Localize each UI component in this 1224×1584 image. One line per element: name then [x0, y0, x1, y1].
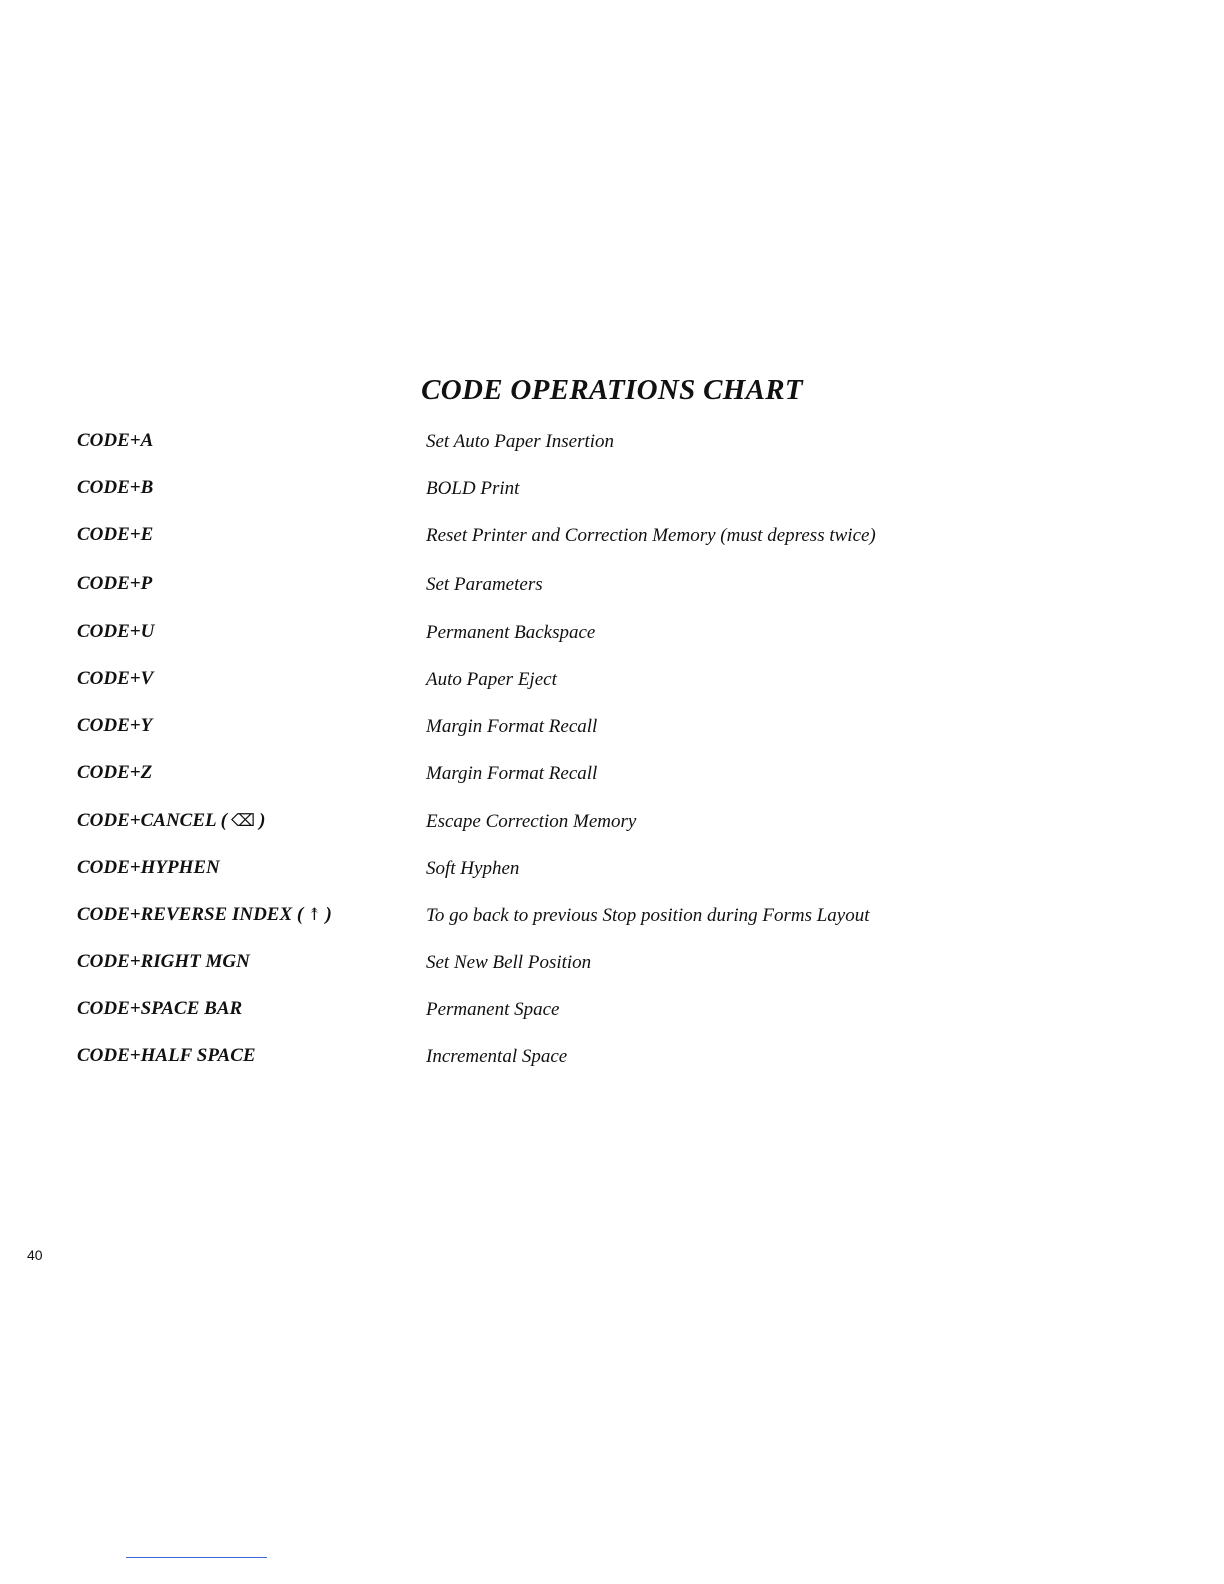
operation-key: CODE+U — [77, 621, 155, 642]
operation-description: Reset Printer and Correction Memory (must depress twice) — [426, 525, 876, 546]
operation-row — [0, 904, 1224, 934]
operation-row — [0, 668, 1224, 698]
operation-key: CODE+Z — [77, 762, 153, 783]
operation-description: Set Parameters — [426, 574, 543, 595]
operation-row — [0, 621, 1224, 651]
operation-key-text: CODE+CANCEL ( — [77, 810, 228, 831]
operation-description: Set Auto Paper Insertion — [426, 431, 615, 452]
operation-key — [77, 904, 332, 926]
operation-row — [0, 1045, 1224, 1075]
reverse-index-arrow-icon: ↟ — [307, 905, 322, 924]
operation-description: Soft Hyphen — [426, 858, 520, 879]
operation-row — [0, 524, 1224, 554]
operation-description: BOLD Print — [426, 478, 520, 499]
operation-description: Margin Format Recall — [426, 763, 598, 784]
operation-row — [0, 430, 1224, 460]
operation-key: CODE+E — [77, 524, 154, 545]
operation-description: Set New Bell Position — [426, 952, 592, 973]
operation-key: CODE+B — [77, 477, 154, 498]
cancel-key-icon: ⌫ — [231, 811, 256, 830]
operation-row — [0, 951, 1224, 981]
operation-key: CODE+A — [77, 430, 154, 451]
operation-key — [77, 810, 265, 832]
operation-row — [0, 857, 1224, 887]
operation-key: CODE+P — [77, 573, 153, 594]
operation-key: CODE+V — [77, 668, 154, 689]
operation-description: Permanent Space — [426, 999, 560, 1020]
operation-description: To go back to previous Stop position during Forms Layout — [426, 905, 870, 926]
operation-key: CODE+HYPHEN — [77, 857, 220, 878]
operation-row — [0, 715, 1224, 745]
page-number: 40 — [27, 1247, 43, 1263]
operation-key: CODE+HALF SPACE — [77, 1045, 256, 1066]
operation-description: Incremental Space — [426, 1046, 568, 1067]
operation-description: Auto Paper Eject — [426, 669, 557, 690]
operation-key: CODE+SPACE BAR — [77, 998, 243, 1019]
footer-rule — [126, 1557, 267, 1558]
page-title: CODE OPERATIONS CHART — [421, 374, 803, 406]
operation-row — [0, 477, 1224, 507]
operation-row — [0, 762, 1224, 792]
operation-key: CODE+RIGHT MGN — [77, 951, 250, 972]
operation-key-suffix: ) — [259, 810, 266, 831]
operation-row — [0, 998, 1224, 1028]
operation-description: Escape Correction Memory — [426, 811, 637, 832]
operation-description: Permanent Backspace — [426, 622, 596, 643]
operation-key-suffix: ) — [325, 904, 332, 925]
operation-key-text: CODE+REVERSE INDEX ( — [77, 904, 304, 925]
operation-row — [0, 810, 1224, 840]
operation-key: CODE+Y — [77, 715, 153, 736]
operation-description: Margin Format Recall — [426, 716, 598, 737]
operation-row — [0, 573, 1224, 603]
